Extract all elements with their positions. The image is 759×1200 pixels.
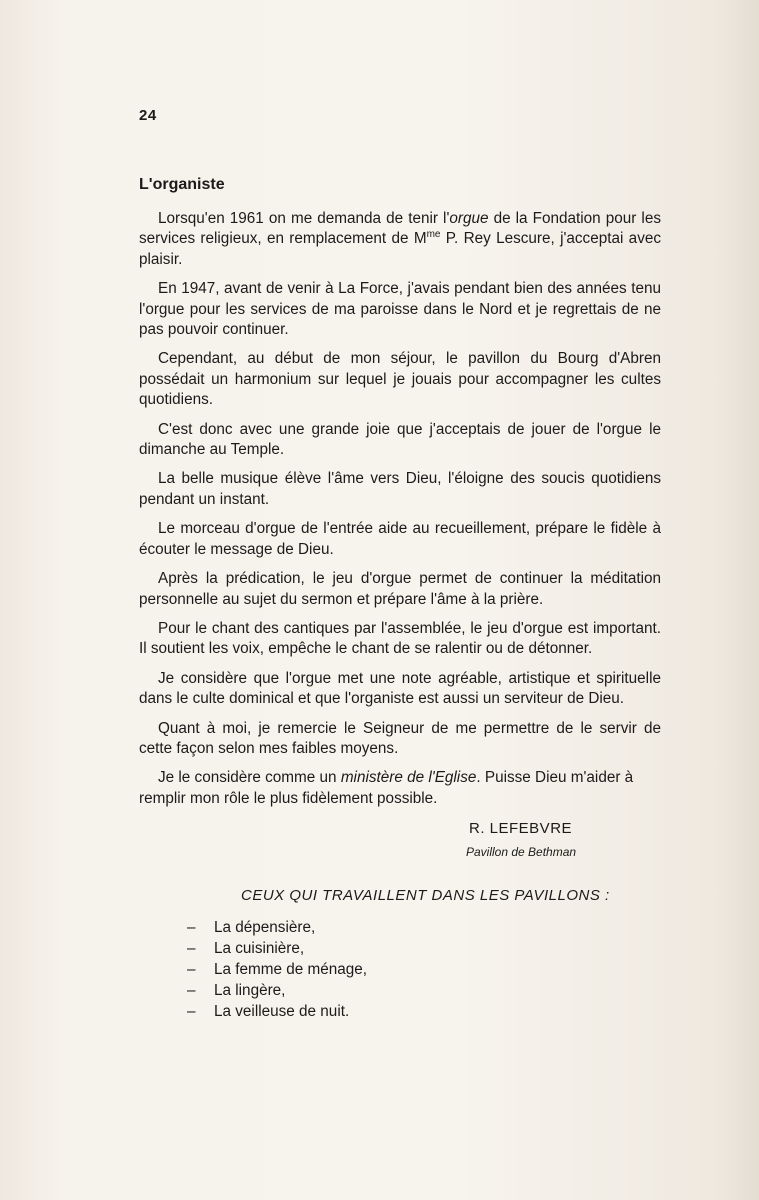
superscript-me: me [426,229,441,241]
page-number: 24 [139,107,157,124]
paragraph: Pour le chant des cantiques par l'assemblée, le jeu d'orgue est important. Il soutient les voix, empêche le chant de se ralentir ou de détonner. [139,619,661,658]
paragraph: Lorsqu'en 1961 on me demanda de tenir l'orgue de la Fondation pour les services religieux, en remplacement de $M^{me}$ P. Rey Lescure, j'acceptai avec plaisir. [139,210,661,268]
paragraph: Je considère que l'orgue met une note agréable, artistique et spirituelle dans le culte dominical et que l'organiste est aussi un serviteur de Dieu. [139,669,661,708]
list-item: – La dépensière, [187,919,316,936]
paragraph: La belle musique élève l'âme vers Dieu, l'éloigne des soucis quotidiens pendant un instant. [139,470,661,508]
paragraph: Quant à moi, je remercie le Seigneur de me permettre de le servir de cette façon selon mes faibles moyens. [139,719,661,757]
staff-list [187,917,367,1022]
paragraph: Après la prédication, le jeu d'orgue permet de continuer la méditation personnelle au sujet du sermon et prépare l'âme à la prière. [139,570,661,608]
paragraph: Le morceau d'orgue de l'entrée aide au recueillement, prépare le fidèle à écouter le message de Dieu. [139,520,661,558]
staff-section-title: CEUX QUI TRAVAILLENT DANS LES PAVILLONS : [241,887,610,904]
list-item: – La veilleuse de nuit. [187,1003,350,1020]
article-body [139,209,661,818]
paragraph: Cependant, au début de mon séjour, le pavillon du Bourg d'Abren possédait un harmonium sur lequel je jouais pour accompagner les cultes quotidiens. [139,350,661,409]
signature-block [466,820,666,859]
paragraph: Je le considère comme un ministère de l'Eglise. Puisse Dieu m'aider à remplir mon rôle le plus fidèlement possible. [139,769,634,807]
list-item: – La cuisinière, [187,940,305,957]
paragraph: En 1947, avant de venir à La Force, j'avais pendant bien des années tenu l'orgue pour les services de ma paroisse dans le Nord et je regrettais de ne pas pouvoir continuer. [139,280,661,339]
signature-place: Pavillon de Bethman [466,845,577,859]
orgue-emphasis: orgue [449,210,489,227]
paragraph: C'est donc avec une grande joie que j'acceptais de jouer de l'orgue le dimanche au Temple. [139,420,661,459]
ministere-emphasis: ministère de l'Eglise [340,769,477,787]
article-title: L'organiste [139,176,225,193]
list-item: – La femme de ménage, [187,961,368,978]
list-item: – La lingère, [187,982,286,999]
signature-name: R. LEFEBVRE [469,820,573,837]
